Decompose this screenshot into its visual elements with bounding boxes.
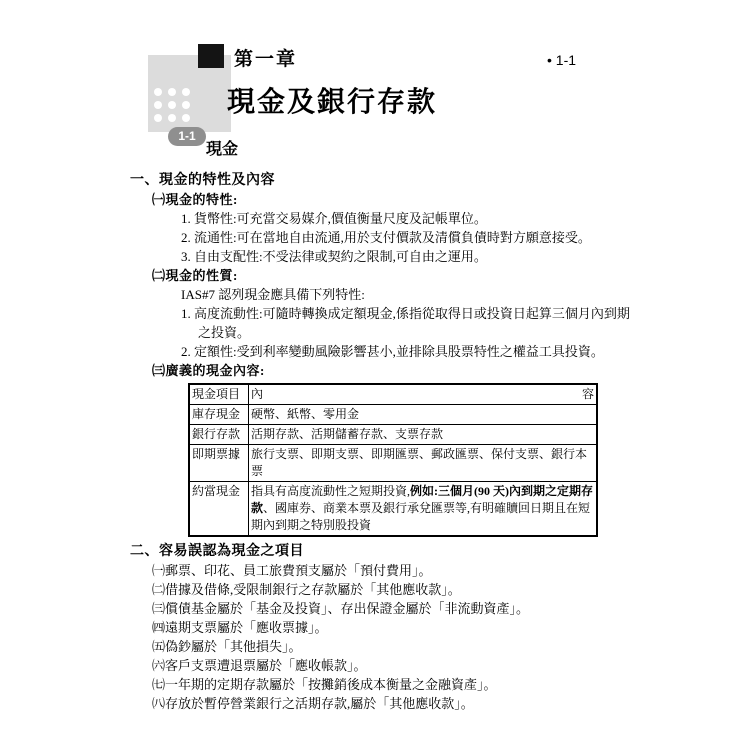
chapter-label: 第一章 xyxy=(234,49,298,70)
header-content-right: 容 xyxy=(581,387,594,401)
row-item-label: 庫存現金 xyxy=(189,405,249,425)
list-item: ㈣遠期支票屬於「應收票據」。 xyxy=(152,620,328,635)
list-item: ㈢償債基金屬於「基金及投資」、存出保證金屬於「非流動資產」。 xyxy=(152,601,530,616)
page-number: • 1-1 xyxy=(547,52,577,68)
list-item: ㈤偽鈔屬於「其他損失」。 xyxy=(152,639,302,654)
list-item: ㈦一年期的定期存款屬於「按攤銷後成本衡量之金融資產」。 xyxy=(152,677,497,692)
table-row xyxy=(189,482,597,537)
section2-heading: 二、容易誤認為現金之項目 xyxy=(130,544,304,559)
list-item: ㈧存放於暫停營業銀行之活期存款,屬於「其他應收款」。 xyxy=(152,696,474,711)
table-header-item: 現金項目 xyxy=(189,384,249,405)
section1-heading: 一、現金的特性及內容 xyxy=(130,173,275,188)
sub2-heading: ㈡現金的性質: xyxy=(152,268,238,283)
page-content xyxy=(130,171,636,713)
row-content xyxy=(249,482,598,537)
row-content-text: 指具有高度流動性之短期投資, xyxy=(251,484,411,498)
section-badge: 1-1 xyxy=(168,127,206,146)
cash-items-table xyxy=(188,383,598,537)
list-item: 1. 高度流動性:可隨時轉換成定額現金,係指從取得日或投資日起算三個月內到期之投資。 xyxy=(181,306,630,340)
sub2-intro: IAS#7 認列現金應具備下列特性: xyxy=(181,287,365,302)
section-title: 現金 xyxy=(206,141,239,158)
table-header-row xyxy=(189,384,597,405)
list-item: ㈥客戶支票遭退票屬於「應收帳款」。 xyxy=(152,658,367,673)
list-item: 1. 貨幣性:可充當交易媒介,價值衡量尺度及記帳單位。 xyxy=(181,211,487,226)
sub3-heading: ㈢廣義的現金內容: xyxy=(152,363,265,378)
table-row xyxy=(189,405,597,425)
row-item-label: 即期票據 xyxy=(189,445,249,482)
row-item-label: 銀行存款 xyxy=(189,425,249,445)
row-content: 硬幣、紙幣、零用金 xyxy=(249,405,598,425)
chapter-title: 現金及銀行存款 xyxy=(227,87,438,118)
sub1-heading: ㈠現金的特性: xyxy=(152,192,238,207)
table-row xyxy=(189,445,597,482)
list-item: 3. 自由支配性:不受法律或契約之限制,可自由之運用。 xyxy=(181,249,487,264)
table-row xyxy=(189,425,597,445)
list-item: ㈡借據及借條,受限制銀行之存款屬於「其他應收款」。 xyxy=(152,582,461,597)
list-item: 2. 流通性:可在當地自由流通,用於支付價款及清償負債時對方願意接受。 xyxy=(181,230,591,245)
chapter-marker-square xyxy=(198,44,224,68)
row-content-text: 、國庫券、商業本票及銀行承兌匯票等,有明確贖回日期且在短期內到期之特別股投資 xyxy=(251,501,591,532)
table-header-content xyxy=(249,384,598,405)
row-content: 活期存款、活期儲蓄存款、支票存款 xyxy=(249,425,598,445)
row-content-bold: 例如:三個月(90 天)內到期之定期存款 xyxy=(251,484,594,515)
header-content-left: 內 xyxy=(251,387,264,401)
list-item: 2. 定額性:受到利率變動風險影響甚小,並排除具股票特性之權益工具投資。 xyxy=(181,344,604,359)
dots-pattern-icon xyxy=(154,88,190,122)
list-item: ㈠郵票、印花、員工旅費預支屬於「預付費用」。 xyxy=(152,563,432,578)
row-content: 旅行支票、即期支票、即期匯票、郵政匯票、保付支票、銀行本票 xyxy=(249,445,598,482)
row-item-label: 約當現金 xyxy=(189,482,249,537)
